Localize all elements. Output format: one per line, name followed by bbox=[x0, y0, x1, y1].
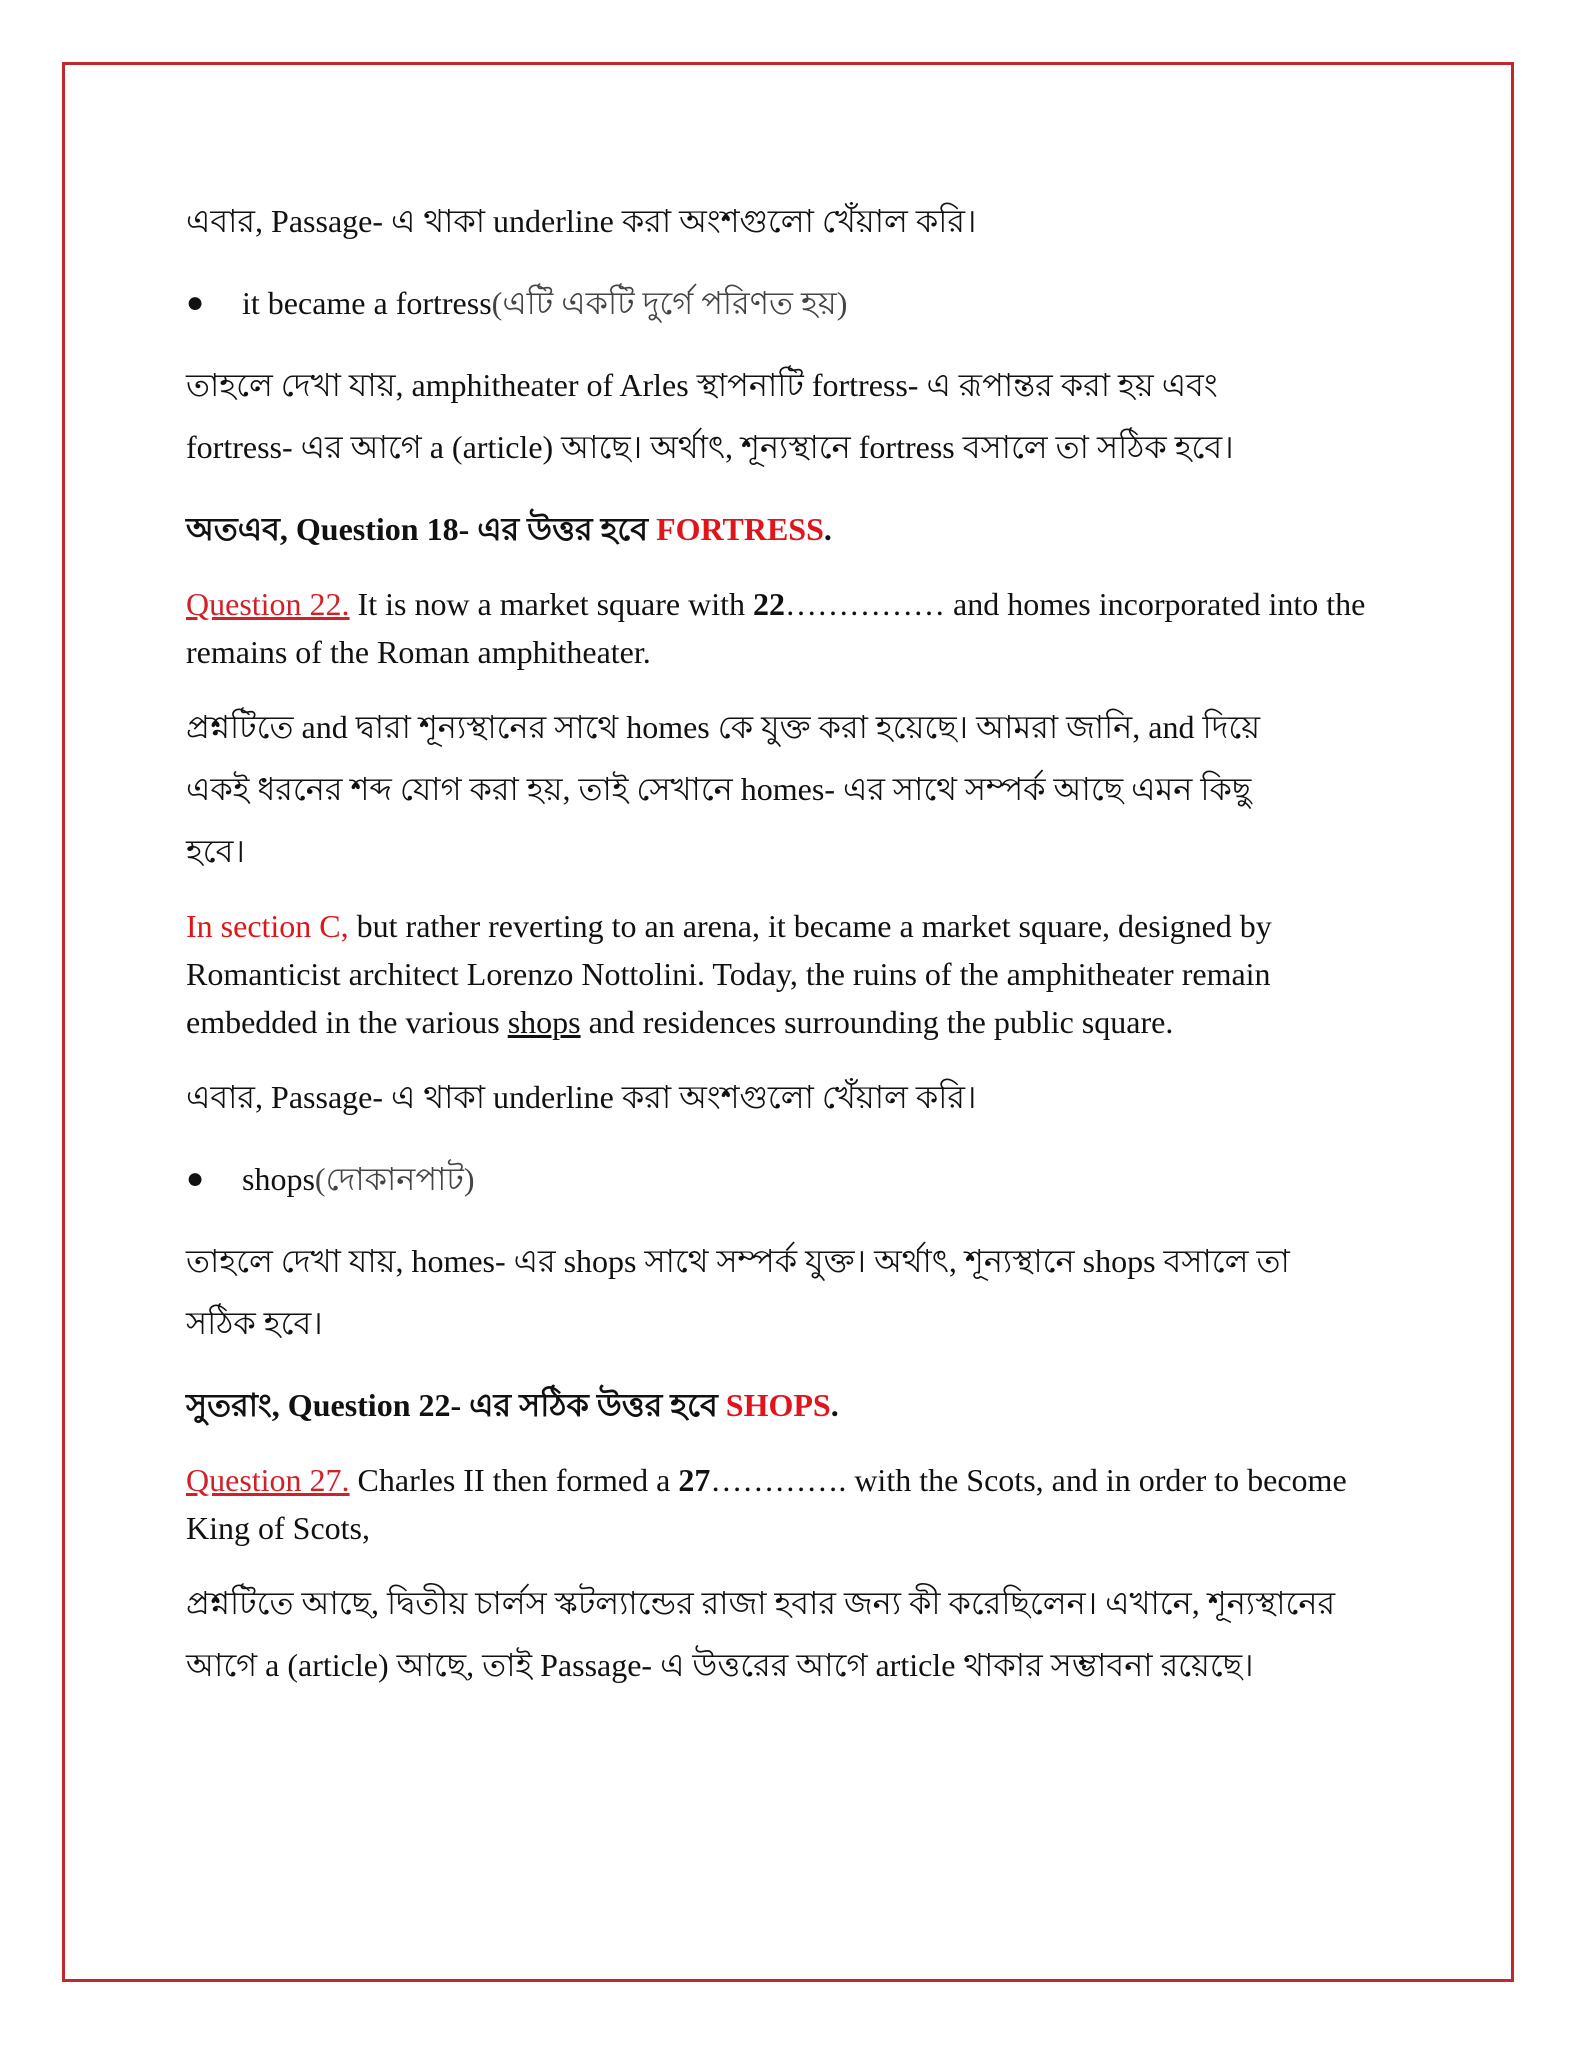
question-27 bbox=[186, 1456, 1406, 1552]
explanation-line: একই ধরনের শব্দ যোগ করা হয়, তাই সেখানে homes- এর সাথে সম্পর্ক আছে এমন কিছু bbox=[186, 771, 1252, 807]
instruction-line: এবার, Passage- এ থাকা underline করা অংশগুলো খেঁয়াল করি। bbox=[186, 1079, 977, 1115]
bullet-text: shops bbox=[242, 1161, 315, 1197]
question-text: Charles II then formed a bbox=[349, 1462, 679, 1498]
bullet-text: it became a fortress bbox=[242, 285, 492, 321]
explanation-paragraph-3 bbox=[186, 1230, 1406, 1354]
answer-prefix: অতএব, Question 18- এর উত্তর হবে bbox=[186, 511, 657, 547]
explanation-line: তাহলে দেখা যায়, homes- এর shops সাথে সম্পর্ক যুক্ত। অর্থাৎ, শূন্যস্থানে shops বসালে তা bbox=[186, 1243, 1290, 1279]
question-number: 27 bbox=[678, 1462, 711, 1498]
section-label: In section C, bbox=[186, 908, 349, 944]
instruction-text-1 bbox=[186, 190, 1406, 252]
instruction-text-2 bbox=[186, 1066, 1406, 1128]
question-text: …………… and homes incorporated into the remains of the Roman amphitheater. bbox=[186, 586, 1366, 670]
answer-22 bbox=[186, 1374, 1406, 1436]
bullet-icon: ● bbox=[186, 1162, 205, 1195]
question-label: Question 22. bbox=[186, 586, 350, 622]
question-22 bbox=[186, 580, 1406, 676]
explanation-line: সঠিক হবে। bbox=[186, 1305, 323, 1341]
explanation-paragraph-2 bbox=[186, 696, 1406, 882]
explanation-paragraph-1 bbox=[186, 354, 1406, 478]
question-text: …………. with the Scots, and in order to become King of Scots, bbox=[186, 1462, 1347, 1546]
explanation-line: তাহলে দেখা যায়, amphitheater of Arles স্থাপনাটি fortress- এ রূপান্তর করা হয় এবং bbox=[186, 367, 1218, 403]
bullet-item-fortress bbox=[186, 272, 1406, 334]
answer-dot: . bbox=[823, 511, 832, 547]
question-number: 22 bbox=[753, 586, 785, 622]
instruction-line: এবার, Passage- এ থাকা underline করা অংশগুলো খেঁয়াল করি। bbox=[186, 203, 977, 239]
answer-18 bbox=[186, 498, 1406, 560]
answer-word: SHOPS bbox=[725, 1387, 831, 1423]
passage-text: and residences surrounding the public square. bbox=[580, 1004, 1174, 1040]
explanation-paragraph-4 bbox=[186, 1572, 1406, 1696]
bullet-item-shops bbox=[186, 1148, 1406, 1210]
document-body bbox=[186, 190, 1406, 1696]
question-label: Question 27. bbox=[186, 1462, 350, 1498]
passage-excerpt bbox=[186, 902, 1406, 1046]
explanation-line: প্রশ্নটিতে আছে, দ্বিতীয় চার্লস স্কটল্যান্ডের রাজা হবার জন্য কী করেছিলেন। এখানে, শূন্যস্থানের bbox=[186, 1585, 1336, 1621]
bullet-translation: (দোকানপাট) bbox=[314, 1161, 475, 1197]
question-text: It is now a market square with bbox=[349, 586, 753, 622]
bullet-translation: (এটি একটি দুর্গে পরিণত হয়) bbox=[491, 285, 848, 321]
explanation-line: fortress- এর আগে a (article) আছে। অর্থাৎ, শূন্যস্থানে fortress বসালে তা সঠিক হবে। bbox=[186, 429, 1234, 465]
explanation-line: হবে। bbox=[186, 833, 245, 869]
explanation-line: আগে a (article) আছে, তাই Passage- এ উত্তরের আগে article থাকার সম্ভাবনা রয়েছে। bbox=[186, 1647, 1254, 1683]
explanation-line: প্রশ্নটিতে and দ্বারা শূন্যস্থানের সাথে homes কে যুক্ত করা হয়েছে। আমরা জানি, and দিয়ে bbox=[186, 709, 1261, 745]
answer-prefix: সুতরাং, Question 22- এর সঠিক উত্তর হবে bbox=[186, 1387, 726, 1423]
bullet-icon: ● bbox=[186, 286, 205, 319]
answer-dot: . bbox=[830, 1387, 839, 1423]
answer-word: FORTRESS bbox=[656, 511, 824, 547]
underlined-word: shops bbox=[507, 1004, 581, 1040]
passage-text: but rather reverting to an arena, it became a market square, designed by Romanticist architect Lorenzo Nottolini. Today, the ruins of the amphitheater remain embedded in the various bbox=[186, 908, 1272, 1040]
